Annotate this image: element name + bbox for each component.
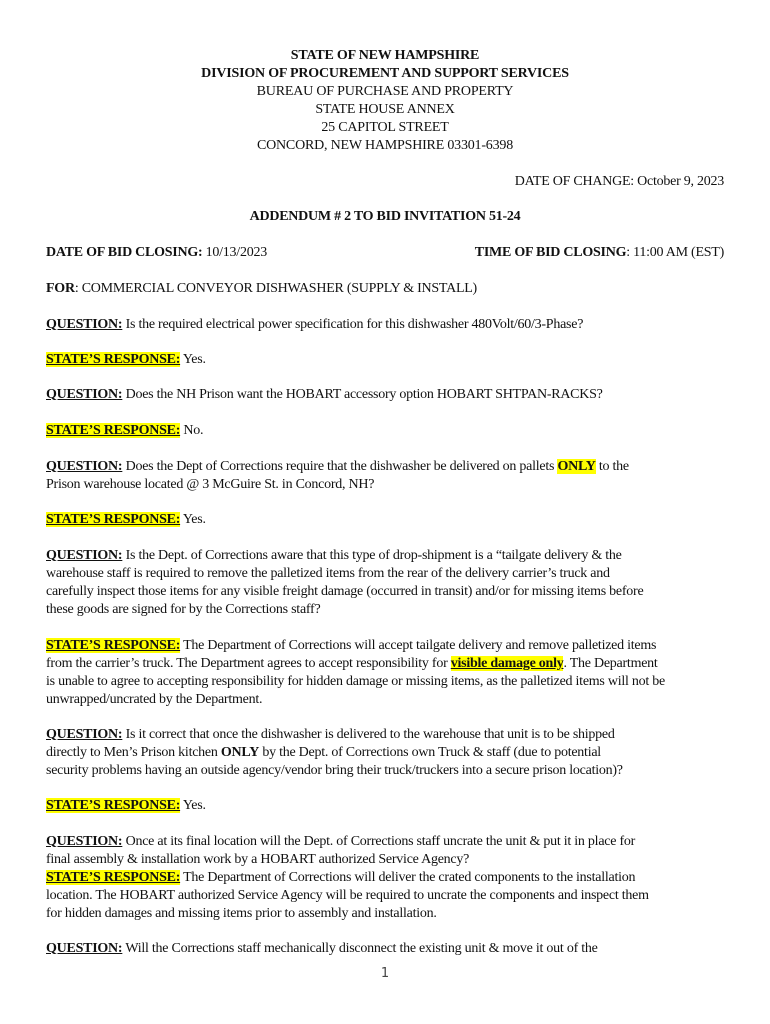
response-label: STATE’S RESPONSE:	[46, 512, 181, 527]
visible-damage-emphasis: visible damage only	[450, 656, 564, 671]
question-label: QUESTION:	[46, 727, 123, 742]
page-number: 1	[380, 966, 390, 981]
question-5	[46, 726, 736, 780]
question-6	[46, 833, 736, 923]
response-1	[46, 351, 736, 369]
response-text: No.	[180, 423, 204, 438]
question-text: warehouse staff is required to remove the palletized items from the rear of the delivery carrier’s truck and	[46, 566, 610, 581]
question-text: Does the NH Prison want the HOBART accessory option HOBART SHTPAN-RACKS?	[122, 387, 603, 402]
response-text: location. The HOBART authorized Service Agency will be required to uncrate the components and inspect them	[46, 888, 649, 903]
question-text: directly to Men’s Prison kitchen	[46, 745, 221, 760]
response-label: STATE’S RESPONSE:	[46, 638, 181, 653]
bid-closing-time-value: : 11:00 AM (EST)	[626, 245, 724, 260]
question-text: final assembly & installation work by a HOBART authorized Service Agency?	[46, 852, 470, 867]
question-text: Does the Dept of Corrections require that the dishwasher be delivered on pallets	[122, 459, 558, 474]
header-division: DIVISION OF PROCUREMENT AND SUPPORT SERVICES	[201, 66, 569, 81]
bid-closing-date-value: 10/13/2023	[202, 245, 267, 260]
header-city: CONCORD, NEW HAMPSHIRE 03301-6398	[256, 138, 514, 153]
for-value: : COMMERCIAL CONVEYOR DISHWASHER (SUPPLY & INSTALL)	[74, 281, 477, 296]
only-emphasis: ONLY	[220, 745, 260, 760]
header-state: STATE OF NEW HAMPSHIRE	[290, 48, 480, 63]
bid-closing-date-label: DATE OF BID CLOSING:	[46, 245, 203, 260]
header-annex: STATE HOUSE ANNEX	[315, 102, 455, 117]
question-1	[46, 316, 736, 334]
question-text: to the	[595, 459, 629, 474]
question-7	[46, 940, 736, 958]
question-text: Is it correct that once the dishwasher is delivered to the warehouse that unit is to be shipped	[122, 727, 615, 742]
bid-closing-time-label: TIME OF BID CLOSING	[474, 245, 627, 260]
question-text: carefully inspect those items for any visible freight damage (occurred in transit) and/or for missing items before	[46, 584, 644, 599]
question-text: by the Dept. of Corrections own Truck & staff (due to potential	[259, 745, 601, 760]
for-label: FOR	[46, 281, 75, 296]
only-emphasis: ONLY	[557, 459, 596, 474]
response-text: Yes.	[180, 352, 206, 367]
response-text: Yes.	[180, 798, 206, 813]
addendum-title: ADDENDUM # 2 TO BID INVITATION 51-24	[249, 209, 521, 224]
header-bureau: BUREAU OF PURCHASE AND PROPERTY	[256, 84, 514, 99]
question-text: Once at its final location will the Dept. of Corrections staff uncrate the unit & put it in place for	[122, 834, 636, 849]
date-of-change: DATE OF CHANGE: October 9, 2023	[514, 174, 724, 189]
response-text: unwrapped/uncrated by the Department.	[46, 692, 263, 707]
response-text: . The Department	[563, 656, 658, 671]
for-line	[46, 280, 477, 298]
bid-closing-date	[46, 244, 267, 262]
question-label: QUESTION:	[46, 459, 123, 474]
question-text: security problems having an outside agency/vendor bring their truck/truckers into a secure prison location)?	[46, 763, 623, 778]
question-label: QUESTION:	[46, 941, 123, 956]
response-5	[46, 797, 736, 815]
question-2	[46, 386, 736, 404]
response-text: for hidden damages and missing items prior to assembly and installation.	[46, 906, 437, 921]
response-text: Yes.	[180, 512, 206, 527]
response-text: from the carrier’s truck. The Department agrees to accept responsibility for	[46, 656, 451, 671]
response-label: STATE’S RESPONSE:	[46, 798, 181, 813]
letterhead	[0, 47, 770, 155]
question-3	[46, 458, 736, 494]
question-text: Prison warehouse located @ 3 McGuire St. in Concord, NH?	[46, 477, 375, 492]
question-text: these goods are signed for by the Corrections staff?	[46, 602, 321, 617]
response-text: is unable to agree to accepting responsibility for hidden damage or missing items, as the palletized items will not be	[46, 674, 666, 689]
question-label: QUESTION:	[46, 387, 123, 402]
question-4	[46, 547, 736, 619]
response-2	[46, 422, 736, 440]
response-label: STATE’S RESPONSE:	[46, 352, 181, 367]
header-street: 25 CAPITOL STREET	[321, 120, 449, 135]
response-4	[46, 637, 736, 709]
response-text: The Department of Corrections will accept tailgate delivery and remove palletized items	[180, 638, 657, 653]
response-text: The Department of Corrections will deliver the crated components to the installation	[180, 870, 636, 885]
response-label: STATE’S RESPONSE:	[46, 423, 181, 438]
question-text: Is the required electrical power specification for this dishwasher 480Volt/60/3-Phase?	[122, 317, 584, 332]
question-text: Is the Dept. of Corrections aware that this type of drop-shipment is a “tailgate delivery & the	[122, 548, 622, 563]
question-label: QUESTION:	[46, 317, 123, 332]
question-label: QUESTION:	[46, 548, 123, 563]
question-text: Will the Corrections staff mechanically disconnect the existing unit & move it out of the	[122, 941, 598, 956]
question-label: QUESTION:	[46, 834, 123, 849]
response-3	[46, 511, 736, 529]
response-label: STATE’S RESPONSE:	[46, 870, 181, 885]
bid-closing-time	[475, 244, 724, 262]
